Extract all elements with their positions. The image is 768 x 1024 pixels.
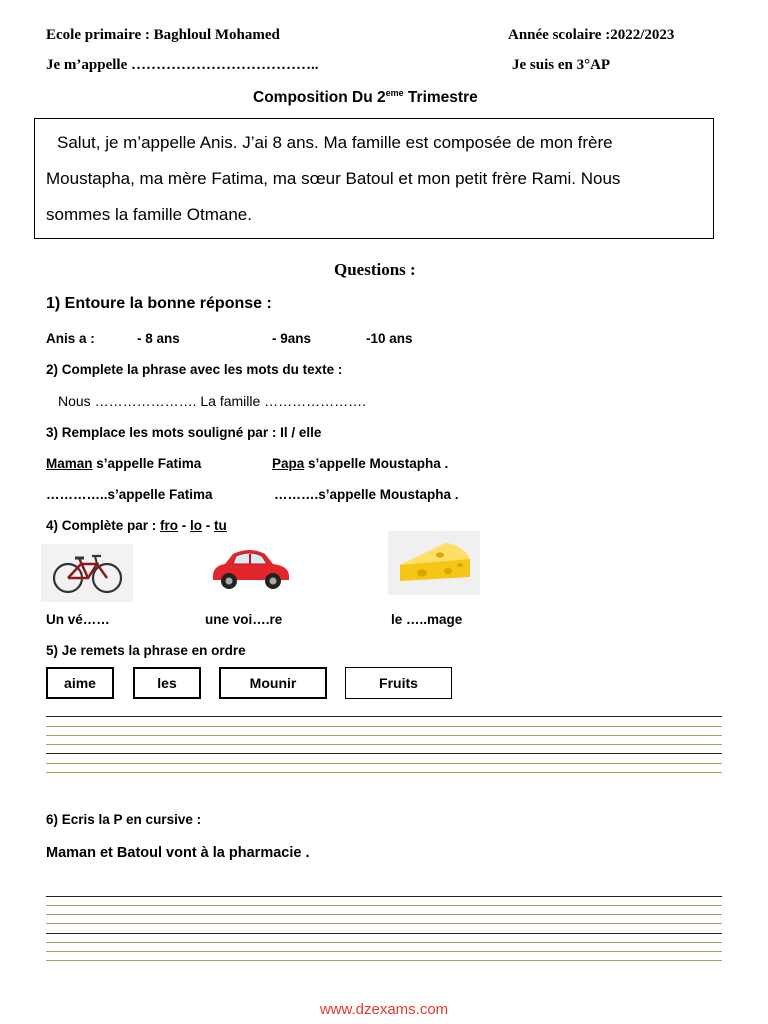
writing-line <box>46 716 722 717</box>
writing-line <box>46 726 722 727</box>
word-box-fruits[interactable]: Fruits <box>345 667 452 699</box>
title-sup: eme <box>385 88 404 98</box>
school-year: Année scolaire :2022/2023 <box>508 27 675 43</box>
questions-heading: Questions : <box>334 260 416 279</box>
car-image <box>205 544 295 594</box>
word-box-aime[interactable]: aime <box>46 667 114 699</box>
writing-line <box>46 914 722 915</box>
q3-answer-1[interactable]: …………..s’appelle Fatima <box>46 487 213 502</box>
q4-blank-3[interactable]: le …..mage <box>391 612 463 627</box>
q3-example-1 <box>46 456 201 471</box>
car-icon <box>205 544 295 594</box>
q4-blank-1[interactable]: Un vé…… <box>46 612 110 627</box>
q6-title: 6) Ecris la P en cursive : <box>46 812 202 827</box>
q4-choice-lo: lo <box>190 518 203 533</box>
student-name-line[interactable]: Je m’appelle ……………………………….. <box>46 57 319 73</box>
bicycle-image <box>41 544 133 602</box>
class-line: Je suis en 3°AP <box>512 57 611 73</box>
writing-line <box>46 905 722 906</box>
writing-line <box>46 763 722 764</box>
q1-stem: Anis a : <box>46 331 95 346</box>
title-main: Composition Du 2 <box>253 89 386 107</box>
writing-line <box>46 753 722 754</box>
q2-title: 2) Complete la phrase avec les mots du texte : <box>46 362 343 377</box>
writing-line <box>46 923 722 924</box>
cheese-icon <box>388 531 480 595</box>
q5-title: 5) Je remets la phrase en ordre <box>46 643 246 658</box>
q4-choice-fro: fro <box>160 518 179 533</box>
writing-line <box>46 960 722 961</box>
school-name: Ecole primaire : Baghloul Mohamed <box>46 27 280 43</box>
q4-blank-2[interactable]: une voi….re <box>205 612 283 627</box>
q4-choice-tu: tu <box>214 518 227 533</box>
q4-sep-2: - <box>202 518 215 533</box>
page-title <box>253 88 478 107</box>
cheese-image <box>388 531 480 595</box>
q3-example-2 <box>272 456 448 471</box>
footer-website-link[interactable]: www.dzexams.com <box>319 1001 449 1018</box>
q3-title: 3) Remplace les mots souligné par : Il / elle <box>46 425 322 440</box>
writing-line <box>46 744 722 745</box>
q1-option-2[interactable]: - 9ans <box>272 331 312 346</box>
writing-line <box>46 942 722 943</box>
text-line-3: sommes la famille Otmane. <box>46 205 252 224</box>
reading-text-box <box>34 118 714 239</box>
q3-underlined-word-2: Papa <box>272 456 305 471</box>
word-box-mounir[interactable]: Mounir <box>219 667 327 699</box>
q3-example-2-rest: s’appelle Moustapha . <box>304 456 449 471</box>
word-box-les[interactable]: les <box>133 667 201 699</box>
writing-line <box>46 933 722 934</box>
q3-answer-2[interactable]: ……….s’appelle Moustapha . <box>274 487 459 502</box>
q1-option-3[interactable]: -10 ans <box>366 331 413 346</box>
q3-underlined-word-1: Maman <box>46 456 93 471</box>
writing-line <box>46 896 722 897</box>
q1-title: 1) Entoure la bonne réponse : <box>46 295 272 312</box>
text-line-2: Moustapha, ma mère Fatima, ma sœur Batoul et mon petit frère Rami. Nous <box>46 169 621 188</box>
q1-option-1[interactable]: - 8 ans <box>137 331 180 346</box>
bicycle-icon <box>41 544 133 602</box>
q4-title <box>46 518 227 533</box>
writing-line <box>46 772 722 773</box>
writing-line <box>46 735 722 736</box>
writing-line <box>46 951 722 952</box>
title-rest: Trimestre <box>403 89 478 107</box>
q2-sentence[interactable]: Nous …………………. La famille …………………. <box>58 393 367 409</box>
q4-sep-1: - <box>178 518 191 533</box>
q3-example-1-rest: s’appelle Fatima <box>92 456 202 471</box>
q4-title-text: 4) Complète par : <box>46 518 161 533</box>
q6-sentence: Maman et Batoul vont à la pharmacie . <box>46 845 310 861</box>
text-line-1: Salut, je m’appelle Anis. J’ai 8 ans. Ma famille est composée de mon frère <box>57 133 613 152</box>
